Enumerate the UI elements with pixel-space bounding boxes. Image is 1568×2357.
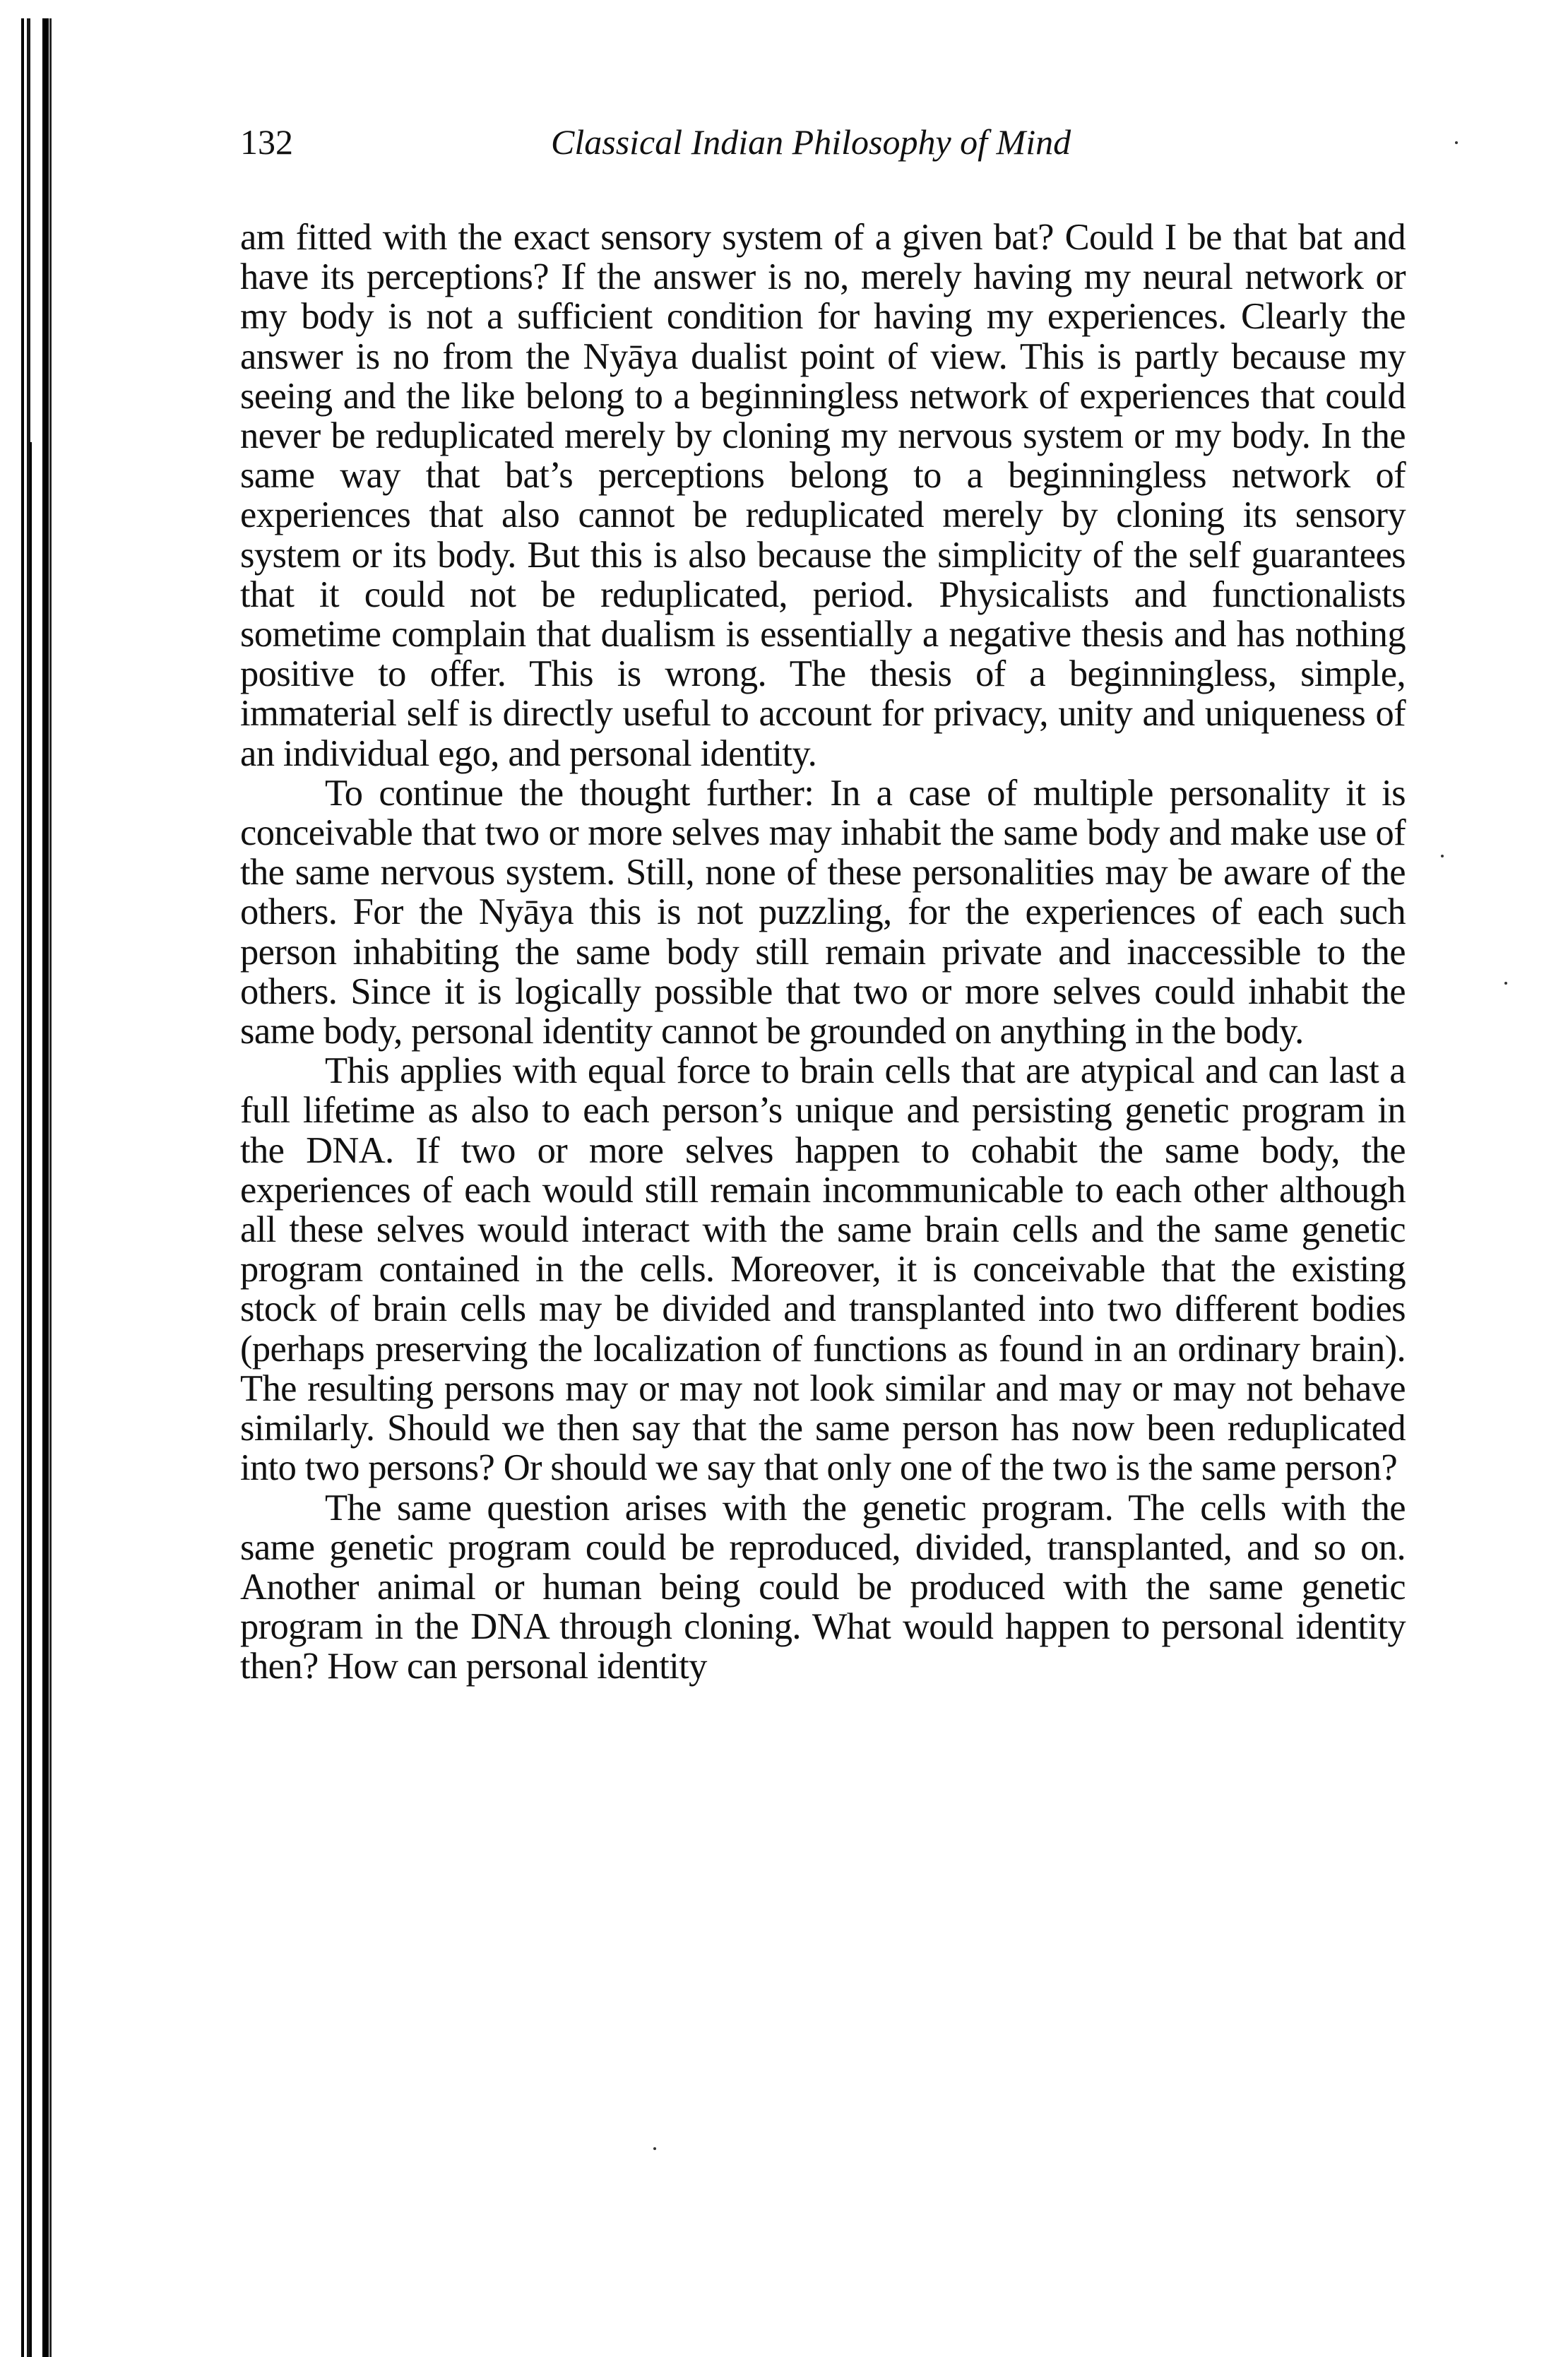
running-title: Classical Indian Philosophy of Mind	[551, 122, 1071, 162]
running-head	[240, 106, 1406, 170]
scan-speck	[1504, 982, 1507, 985]
page-number: 132	[240, 122, 293, 162]
scanned-binding-edge	[20, 18, 54, 2357]
paragraph: To continue the thought further: In a case of multiple personality it is conceivable that two or more selves may inhabit the same body and make use of the same nervous system. Still, none of these personalities may be aware of the others. For the Nyāya this is not puzzling, for the experiences of each such person inhabiting the same body still remain private and inaccessible to the others. Since it is logically possible that two or more selves could inhabit the same body, personal identity cannot be grounded on anything in the body.	[240, 772, 1406, 1052]
paragraph-continuation: am fitted with the exact sensory system of a given bat? Could I be that bat and have its perceptions? If the answer is no, merely having my neural network or my body is not a sufficient condition for having my experiences. Clearly the answer is no from the Nyāya dualist point of view. This is partly because my seeing and the like belong to a beginningless network of experiences that could never be reduplicated merely by cloning my nervous system or my body. In the same way that bat’s perceptions belong to a beginningless network of experiences that also cannot be reduplicated merely by cloning its sensory system or its body. But this is also because the simplicity of the self guarantees that it could not be reduplicated, period. Physicalists and functionalists sometime complain that dualism is essentially a negative thesis and has nothing positive to offer. This is wrong. The thesis of a beginningless, simple, immaterial self is directly useful to account for privacy, unity and uniqueness of an individual ego, and personal identity.	[240, 217, 1406, 774]
scan-speck	[653, 2147, 656, 2150]
paragraph: This applies with equal force to brain cells that are atypical and can last a full lifetime as also to each person’s unique and persisting genetic program in the DNA. If two or more selves happen to cohabit the same body, the experiences of each would still remain incommunicable to each other although all these selves would interact with the same brain cells and the same genetic program contained in the cells. Moreover, it is conceivable that the existing stock of brain cells may be divided and transplanted into two different bodies (perhaps preserving the localization of functions as found in an ordinary brain). The resulting persons may or may not look similar and may or may not behave similarly. Should we then say that the same person has now been reduplicated into two persons? Or should we say that only one of the two is the same person?	[240, 1050, 1406, 1489]
scan-speck	[1441, 855, 1444, 857]
book-page	[240, 106, 1406, 1687]
paragraph: The same question arises with the genetic program. The cells with the same genetic program could be reproduced, divided, transplanted, and so on. Another animal or human being could be produced with the same genetic program in the DNA through cloning. What would happen to personal identity then? How can personal identity	[240, 1487, 1406, 1687]
scan-speck	[1455, 141, 1458, 144]
body-text	[240, 218, 1406, 1687]
